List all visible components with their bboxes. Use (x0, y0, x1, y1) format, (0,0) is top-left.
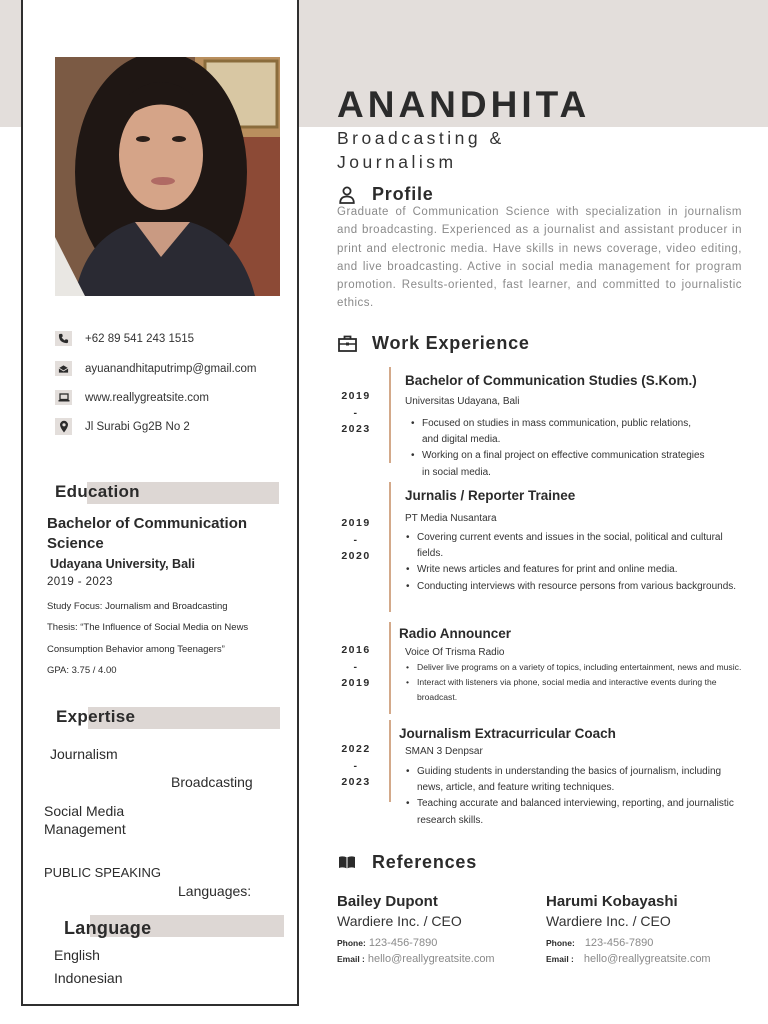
expertise-item: Journalism (50, 746, 118, 762)
expertise-item: Management (44, 821, 126, 837)
job-start-year: 2019 (341, 517, 371, 529)
education-focus: Study Focus: Journalism and Broadcasting (47, 601, 228, 612)
job-end-year: 2023 (341, 423, 371, 435)
job-duty: • Interact with listeners via phone, social media and interactive events during the broadcast. (405, 675, 750, 705)
timeline-line (389, 367, 391, 463)
reference-name: Bailey Dupont (337, 893, 438, 910)
candidate-title-line1: Broadcasting & (337, 128, 505, 148)
reference-role: Wardiere Inc. / CEO (337, 913, 462, 929)
education-degree-line1: Bachelor of Communication (47, 515, 248, 532)
job-duties (405, 530, 740, 595)
job-year-separator: - (353, 759, 359, 772)
job-end-year: 2023 (341, 776, 371, 788)
candidate-name: ANANDHITA (337, 84, 591, 125)
reference-email-label: Email : (546, 954, 574, 964)
reference-email-value[interactable]: hello@reallygreatsite.com (367, 953, 495, 965)
timeline-line (389, 720, 391, 802)
reference-email-label: Email : (337, 954, 365, 964)
contact-address-text: Jl Surabi Gg2B No 2 (85, 420, 190, 433)
expertise-item: PUBLIC SPEAKING (44, 865, 162, 880)
education-gpa: GPA: 3.75 / 4.00 (47, 665, 117, 676)
job-start-year: 2016 (341, 644, 371, 656)
job-duty: • Focused on studies in mass communication, public relations, and digital media. (410, 416, 710, 448)
reference-phone-value[interactable]: 123-456-7890 (584, 937, 654, 949)
timeline-line (389, 622, 391, 714)
briefcase-icon (337, 334, 357, 354)
contact-address (55, 418, 190, 435)
timeline-line (389, 482, 391, 612)
education-heading: Education (55, 482, 140, 501)
job-duty: • Teaching accurate and balanced interviewing, reporting, and journalistic research skills. (405, 796, 735, 828)
reference-phone (546, 937, 653, 949)
reference-phone-label: Phone: (546, 938, 575, 948)
profile-summary: Graduate of Communication Science with specialization in journalism and broadcasting. Experienced as a journalist and assistant producer in print and electronic media. Have skills in news coverage, video editing, and live broadcasting. Active in social media management for program promotion. Results-oriented, fast learner, and committed to journalistic ethics. (337, 206, 742, 310)
laptop-icon (55, 390, 72, 405)
reference-email-value[interactable]: hello@reallygreatsite.com (583, 953, 711, 965)
contact-phone (55, 331, 194, 346)
location-pin-icon (55, 418, 72, 435)
profile-photo (55, 57, 280, 296)
job-year-separator: - (353, 660, 359, 673)
reference-email (337, 953, 495, 965)
contact-website-text[interactable]: www.reallygreatsite.com (85, 391, 209, 404)
profile-heading: Profile (372, 184, 434, 204)
expertise-item: Social Media (44, 803, 125, 819)
phone-icon (55, 331, 72, 346)
job-duty: • Deliver live programs on a variety of topics, including entertainment, news and music. (405, 660, 750, 675)
language-item: Indonesian (54, 970, 123, 986)
reference-phone-label: Phone: (337, 938, 366, 948)
expertise-heading: Expertise (56, 707, 136, 726)
job-duty: • Write news articles and features for print and online media. (405, 562, 740, 578)
reference-role: Wardiere Inc. / CEO (546, 913, 671, 929)
references-heading-row (337, 852, 477, 873)
job-years (337, 388, 375, 438)
contact-email (55, 361, 256, 376)
contact-email-text[interactable]: ayuanandhitaputrimp@gmail.com (85, 362, 257, 375)
job-end-year: 2020 (341, 550, 371, 562)
job-end-year: 2019 (341, 677, 371, 689)
profile-heading-row (337, 184, 434, 205)
language-heading: Language (64, 918, 152, 938)
education-thesis-line1: Thesis: “The Influence of Social Media on News (47, 622, 249, 633)
contact-phone-text[interactable]: +62 89 541 243 1515 (85, 332, 195, 345)
job-company: PT Media Nusantara (405, 513, 497, 524)
reference-email (546, 953, 711, 965)
job-duty: • Conducting interviews with resource persons from various backgrounds. (405, 579, 740, 595)
expertise-item: Broadcasting (171, 774, 253, 790)
expertise-item: Languages: (178, 883, 252, 899)
reference-name: Harumi Kobayashi (546, 893, 678, 910)
candidate-title-line2: Journalism (337, 152, 457, 172)
candidate-title (337, 126, 505, 174)
mail-icon (55, 361, 72, 376)
education-university: Udayana University, Bali (50, 557, 195, 571)
reference-phone-value[interactable]: 123-456-7890 (368, 937, 438, 949)
reference-phone (337, 937, 437, 949)
job-duties (410, 416, 710, 481)
job-company: Voice Of Trisma Radio (405, 647, 505, 658)
job-year-separator: - (353, 533, 359, 546)
language-item: English (54, 947, 100, 963)
open-book-icon (337, 853, 357, 873)
job-duty: • Working on a final project on effective communication strategies in social media. (410, 448, 710, 480)
job-company: SMAN 3 Denpsar (405, 746, 483, 757)
job-title: Radio Announcer (399, 626, 512, 641)
job-duty: • Covering current events and issues in the social, political and cultural fields. (405, 530, 740, 562)
work-heading: Work Experience (372, 333, 530, 353)
job-duties (405, 660, 750, 705)
education-years: 2019 - 2023 (47, 576, 113, 588)
contact-website (55, 390, 209, 405)
job-year-separator: - (353, 406, 359, 419)
job-company: Universitas Udayana, Bali (405, 396, 520, 407)
person-icon (337, 185, 357, 205)
job-title: Bachelor of Communication Studies (S.Kom.) (405, 373, 697, 388)
job-years (337, 741, 375, 791)
job-years (337, 515, 375, 565)
job-duties (405, 764, 735, 829)
work-heading-row (337, 333, 530, 354)
education-degree-line2: Science (47, 535, 104, 552)
job-title: Journalism Extracurricular Coach (399, 726, 616, 741)
references-heading: References (372, 852, 478, 872)
education-thesis-line2: Consumption Behavior among Teenagers” (47, 644, 225, 655)
job-start-year: 2019 (341, 390, 371, 402)
job-title: Jurnalis / Reporter Trainee (405, 488, 576, 503)
job-start-year: 2022 (341, 743, 371, 755)
job-duty: • Guiding students in understanding the basics of journalism, including news, article, and feature writing techniques. (405, 764, 735, 796)
job-years (337, 642, 375, 692)
